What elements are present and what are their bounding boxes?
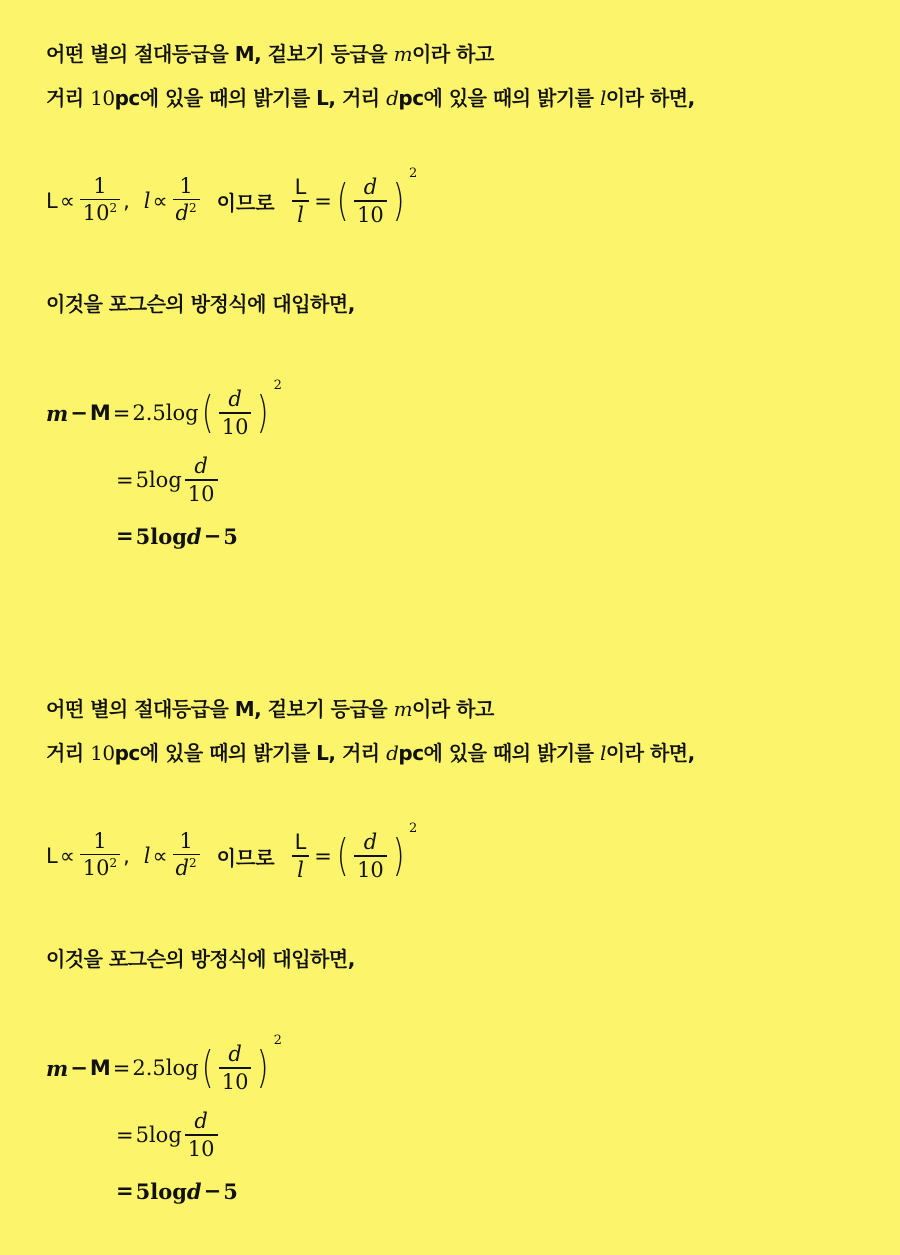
var-m: m: [393, 42, 413, 66]
equals-sign: =: [116, 468, 134, 492]
proportional-symbol: ∝: [59, 189, 75, 213]
fraction-denominator: [173, 857, 200, 882]
fraction-denominator: [80, 857, 120, 882]
den-ten: 10: [82, 856, 110, 881]
substitution-line: 이것을 포그슨의 방정식에 대입하면,: [46, 947, 355, 971]
pogson-equation-step-1: [46, 378, 282, 448]
definition-line: [46, 82, 695, 111]
exponent: 2: [188, 201, 197, 216]
exponent: 2: [408, 165, 418, 181]
symbol-L: L: [46, 844, 58, 868]
exponent: 2: [273, 377, 282, 393]
fraction-bar: [292, 855, 310, 857]
log-text: log: [150, 1178, 187, 1204]
proportional-symbol: ∝: [59, 844, 75, 868]
intro-text: 어떤 별의 절대등급을 M, 겉보기 등급을: [46, 697, 394, 721]
coefficient-log: 2.5log: [132, 401, 199, 425]
comma: ,: [123, 844, 130, 868]
exponent: 2: [273, 1032, 282, 1048]
coefficient: 5: [135, 523, 151, 549]
var-l: l: [599, 741, 606, 765]
exponent: 2: [408, 820, 418, 836]
fraction-denominator: l: [297, 857, 304, 882]
unit-pc: pc: [398, 741, 424, 765]
intro-text-end: 이라 하고: [412, 42, 494, 66]
fraction-L-over-l: [292, 831, 310, 881]
var-d: d: [186, 1178, 202, 1204]
var-m: m: [46, 400, 69, 426]
right-paren: ): [392, 175, 405, 226]
equals-sign: =: [112, 1056, 131, 1080]
fraction-bar: [292, 200, 310, 202]
unit-pc: pc: [398, 86, 424, 110]
fraction-numerator: d: [363, 830, 378, 855]
fraction-d-over-ten: [354, 831, 387, 881]
constant: 5: [223, 1178, 238, 1204]
minus-sign: −: [203, 1179, 222, 1203]
derivation-block-2: [0, 655, 900, 1255]
right-paren: ): [257, 1042, 270, 1093]
fraction-d-over-ten: [185, 455, 218, 505]
pogson-equation-step-1: [46, 1033, 282, 1103]
equals-sign: =: [116, 524, 134, 548]
fraction-numerator: d: [228, 1042, 242, 1067]
def-text-3: 에 있을 때의 밝기를: [423, 86, 600, 110]
fraction-numerator: L: [294, 830, 307, 855]
equals-sign: =: [116, 1123, 134, 1147]
comma: ,: [123, 189, 130, 213]
symbol-M: M: [89, 401, 111, 425]
var-l: l: [143, 189, 151, 213]
fraction-bar: [185, 479, 218, 481]
var-m: m: [393, 697, 413, 721]
var-l: l: [599, 86, 606, 110]
fraction-denominator: 10: [187, 1136, 215, 1161]
coefficient-log: 5log: [135, 1123, 182, 1147]
left-paren: (: [336, 175, 349, 226]
fraction-numerator: d: [194, 454, 208, 479]
fraction-bar: [219, 412, 252, 414]
intro-text-end: 이라 하고: [412, 697, 494, 721]
fraction-d-over-ten: [354, 176, 387, 226]
exponent: 2: [188, 856, 197, 871]
var-m: m: [46, 1055, 69, 1081]
fraction-numerator: 1: [179, 828, 193, 853]
fraction-denominator: l: [297, 202, 304, 227]
def-text-3: 에 있을 때의 밝기를: [423, 741, 600, 765]
exponent: 2: [109, 201, 118, 216]
equals-sign: =: [112, 401, 131, 425]
def-text-2: 에 있을 때의 밝기를 L, 거리: [139, 741, 387, 765]
fraction-one-over-d-squared: [173, 175, 200, 228]
fraction-numerator: 1: [93, 173, 107, 198]
proportionality-equation: [46, 165, 418, 232]
fraction-bar: [185, 1134, 218, 1136]
constant: 5: [223, 523, 238, 549]
num-ten: 10: [90, 741, 115, 765]
intro-text: 어떤 별의 절대등급을 M, 겉보기 등급을: [46, 42, 394, 66]
coefficient-log: 2.5log: [132, 1056, 199, 1080]
fraction-d-over-ten: [219, 1043, 252, 1093]
den-ten: 10: [82, 201, 110, 226]
fraction-numerator: d: [363, 175, 378, 200]
def-text-4: 이라 하면,: [605, 86, 695, 110]
left-paren: (: [336, 830, 349, 881]
unit-pc: pc: [114, 741, 140, 765]
fraction-denominator: 10: [357, 857, 384, 882]
fraction-d-over-ten: [219, 388, 252, 438]
right-paren: ): [392, 830, 405, 881]
def-text-4: 이라 하면,: [605, 741, 695, 765]
fraction-denominator: 10: [221, 414, 249, 439]
exponent: 2: [109, 856, 118, 871]
intro-line: [46, 693, 494, 722]
fraction-denominator: [80, 202, 120, 227]
definition-line: [46, 737, 695, 766]
def-text-1: 거리: [46, 86, 91, 110]
fraction-numerator: L: [294, 175, 307, 200]
num-ten: 10: [90, 86, 115, 110]
coefficient-log: 5log: [135, 468, 182, 492]
fraction-bar: [354, 200, 387, 202]
fraction-one-over-ten-squared: [80, 830, 120, 883]
intro-line: [46, 38, 494, 67]
minus-sign: −: [70, 401, 88, 425]
fraction-L-over-l: [292, 176, 310, 226]
symbol-L: L: [46, 189, 58, 213]
substitution-line: 이것을 포그슨의 방정식에 대입하면,: [46, 292, 355, 316]
equals-sign: =: [314, 189, 332, 213]
minus-sign: −: [70, 1056, 88, 1080]
fraction-numerator: 1: [93, 828, 107, 853]
proportional-symbol: ∝: [152, 189, 168, 213]
fraction-d-over-ten: [185, 1110, 218, 1160]
fraction-one-over-ten-squared: [80, 175, 120, 228]
pogson-equation-step-2: [114, 1107, 221, 1163]
var-d: d: [386, 86, 399, 110]
var-l: l: [143, 844, 151, 868]
fraction-one-over-d-squared: [173, 830, 200, 883]
pogson-equation-step-2: [114, 452, 221, 508]
var-d: d: [175, 201, 189, 226]
therefore-text: 이므로: [216, 190, 275, 215]
left-paren: (: [201, 387, 214, 438]
fraction-bar: [354, 855, 387, 857]
fraction-denominator: 10: [221, 1069, 249, 1094]
fraction-denominator: [173, 202, 200, 227]
therefore-text: 이므로: [216, 845, 275, 870]
fraction-numerator: 1: [179, 173, 193, 198]
right-paren: ): [257, 387, 270, 438]
unit-pc: pc: [114, 86, 140, 110]
fraction-numerator: d: [228, 387, 242, 412]
def-text-1: 거리: [46, 741, 91, 765]
log-text: log: [150, 523, 187, 549]
proportional-symbol: ∝: [152, 844, 168, 868]
proportionality-equation: [46, 820, 418, 887]
fraction-numerator: d: [194, 1109, 208, 1134]
fraction-bar: [219, 1067, 252, 1069]
pogson-equation-result: [114, 1176, 238, 1206]
coefficient: 5: [135, 1178, 151, 1204]
var-d: d: [386, 741, 399, 765]
def-text-2: 에 있을 때의 밝기를 L, 거리: [139, 86, 387, 110]
var-d: d: [175, 856, 189, 881]
var-d: d: [186, 523, 202, 549]
symbol-M: M: [89, 1056, 111, 1080]
pogson-equation-result: [114, 521, 238, 551]
derivation-block-1: [0, 0, 900, 600]
left-paren: (: [201, 1042, 214, 1093]
fraction-denominator: 10: [187, 481, 215, 506]
fraction-denominator: 10: [357, 202, 384, 227]
equals-sign: =: [314, 844, 332, 868]
equals-sign: =: [116, 1179, 134, 1203]
minus-sign: −: [203, 524, 222, 548]
